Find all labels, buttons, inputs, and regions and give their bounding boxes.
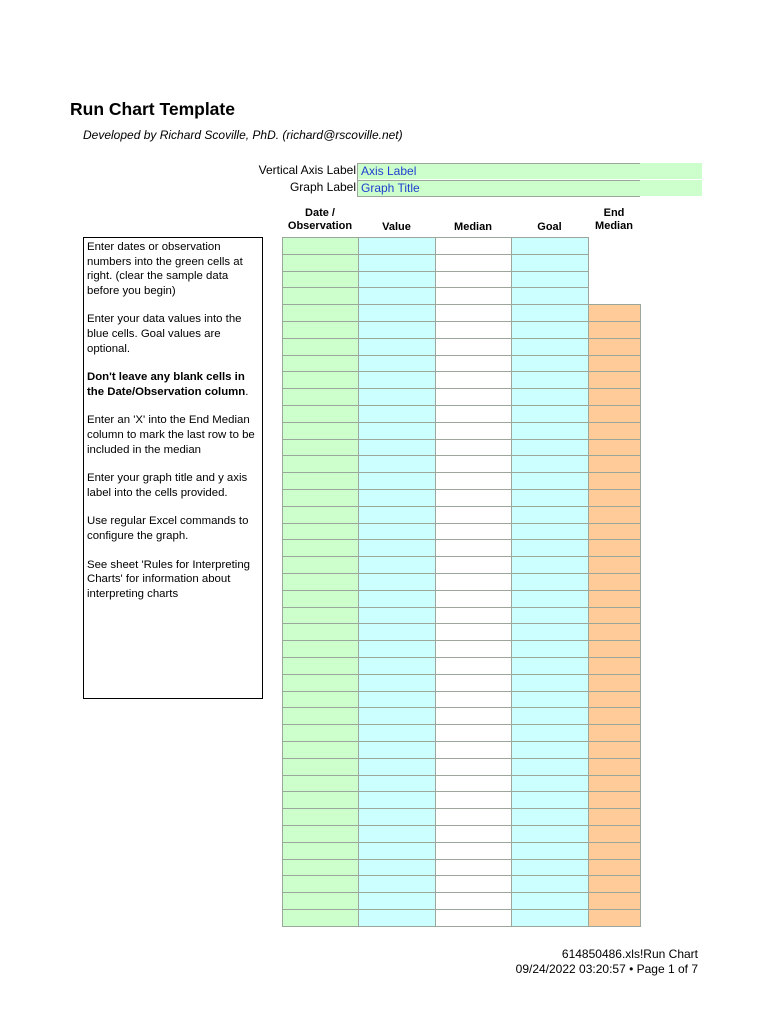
median-cell (435, 674, 512, 692)
date-cell[interactable] (282, 707, 359, 725)
median-cell (435, 842, 512, 860)
date-cell[interactable] (282, 892, 359, 910)
goal-cell[interactable] (511, 691, 589, 709)
param-grid-line-left (357, 163, 358, 197)
value-cell[interactable] (358, 741, 436, 759)
date-cell[interactable] (282, 825, 359, 843)
value-cell[interactable] (358, 254, 436, 272)
goal-cell[interactable] (511, 455, 589, 473)
instruction-excel-commands: Use regular Excel commands to configure the graph. (87, 515, 249, 542)
value-cell[interactable] (358, 455, 436, 473)
end-median-cell[interactable] (588, 825, 641, 843)
date-cell[interactable] (282, 556, 359, 574)
median-cell (435, 422, 512, 440)
end-median-cell[interactable] (588, 741, 641, 759)
end-median-cell[interactable] (588, 657, 641, 675)
end-median-cell[interactable] (588, 707, 641, 725)
date-cell[interactable] (282, 909, 359, 927)
value-cell[interactable] (358, 724, 436, 742)
value-cell[interactable] (358, 775, 436, 793)
goal-cell[interactable] (511, 875, 589, 893)
value-cell[interactable] (358, 892, 436, 910)
goal-cell[interactable] (511, 338, 589, 356)
median-cell (435, 640, 512, 658)
value-cell[interactable] (358, 623, 436, 641)
end-median-cell[interactable] (588, 355, 641, 373)
goal-cell[interactable] (511, 640, 589, 658)
value-cell[interactable] (358, 539, 436, 557)
value-cell[interactable] (358, 791, 436, 809)
date-cell[interactable] (282, 304, 359, 322)
median-cell (435, 506, 512, 524)
median-cell (435, 691, 512, 709)
value-cell[interactable] (358, 909, 436, 927)
end-median-cell[interactable] (588, 590, 641, 608)
value-cell[interactable] (358, 287, 436, 305)
goal-cell[interactable] (511, 607, 589, 625)
goal-cell[interactable] (511, 523, 589, 541)
goal-cell[interactable] (511, 573, 589, 591)
median-cell (435, 909, 512, 927)
footer-file-reference: 614850486.xls!Run Chart (561, 947, 698, 961)
page-title: Run Chart Template (70, 99, 235, 119)
goal-cell[interactable] (511, 472, 589, 490)
column-header-goal: Goal (537, 221, 562, 233)
median-cell (435, 573, 512, 591)
instruction-end-median: Enter an 'X' into the End Median column to mark the last row to be included in the median (87, 414, 255, 456)
column-header-date (282, 207, 358, 233)
median-cell (435, 237, 512, 255)
goal-cell[interactable] (511, 439, 589, 457)
end-median-cell[interactable] (588, 691, 641, 709)
value-cell[interactable] (358, 707, 436, 725)
end-median-cell[interactable] (588, 775, 641, 793)
value-cell[interactable] (358, 388, 436, 406)
date-cell[interactable] (282, 472, 359, 490)
value-cell[interactable] (358, 355, 436, 373)
value-cell[interactable] (358, 825, 436, 843)
vertical-axis-label-input[interactable]: Axis Label (358, 163, 702, 179)
date-cell[interactable] (282, 237, 359, 255)
date-cell[interactable] (282, 287, 359, 305)
date-cell[interactable] (282, 422, 359, 440)
goal-cell[interactable] (511, 237, 589, 255)
goal-cell[interactable] (511, 539, 589, 557)
goal-cell[interactable] (511, 791, 589, 809)
median-cell (435, 741, 512, 759)
date-cell[interactable] (282, 808, 359, 826)
date-cell[interactable] (282, 640, 359, 658)
end-median-cell[interactable] (588, 909, 641, 927)
param-grid-line-top (358, 163, 640, 164)
end-median-cell[interactable] (588, 808, 641, 826)
end-median-cell[interactable] (588, 371, 641, 389)
goal-cell[interactable] (511, 892, 589, 910)
goal-cell[interactable] (511, 254, 589, 272)
median-cell (435, 758, 512, 776)
value-cell[interactable] (358, 422, 436, 440)
end-median-cell[interactable] (588, 724, 641, 742)
end-median-cell[interactable] (588, 674, 641, 692)
value-cell[interactable] (358, 506, 436, 524)
end-median-cell[interactable] (588, 405, 641, 423)
date-cell[interactable] (282, 489, 359, 507)
end-median-cell[interactable] (588, 539, 641, 557)
date-cell[interactable] (282, 691, 359, 709)
goal-cell[interactable] (511, 287, 589, 305)
date-cell[interactable] (282, 254, 359, 272)
median-cell (435, 489, 512, 507)
value-cell[interactable] (358, 607, 436, 625)
median-cell (435, 825, 512, 843)
median-cell (435, 808, 512, 826)
end-median-cell[interactable] (588, 640, 641, 658)
goal-cell[interactable] (511, 758, 589, 776)
column-header-date-line1: Date / (305, 207, 335, 219)
median-cell (435, 388, 512, 406)
value-cell[interactable] (358, 472, 436, 490)
column-header-end-line1: End (603, 207, 625, 219)
end-median-cell[interactable] (588, 472, 641, 490)
instruction-no-blanks-bold: Don't leave any blank cells in the Date/Observation column (87, 371, 246, 398)
end-median-cell[interactable] (588, 455, 641, 473)
date-cell[interactable] (282, 455, 359, 473)
median-cell (435, 472, 512, 490)
goal-cell[interactable] (511, 724, 589, 742)
graph-title-input[interactable]: Graph Title (358, 180, 702, 196)
value-cell[interactable] (358, 657, 436, 675)
median-cell (435, 623, 512, 641)
goal-cell[interactable] (511, 371, 589, 389)
value-cell[interactable] (358, 271, 436, 289)
end-median-cell[interactable] (588, 791, 641, 809)
median-cell (435, 657, 512, 675)
instruction-no-blanks (87, 370, 259, 399)
date-cell[interactable] (282, 758, 359, 776)
end-median-cell[interactable] (588, 422, 641, 440)
date-cell[interactable] (282, 388, 359, 406)
end-median-cell[interactable] (588, 623, 641, 641)
median-cell (435, 775, 512, 793)
value-cell[interactable] (358, 304, 436, 322)
instruction-rules-sheet: See sheet 'Rules for Interpreting Charts' for information about interpreting charts (87, 558, 251, 600)
median-cell (435, 892, 512, 910)
median-cell (435, 556, 512, 574)
median-cell (435, 254, 512, 272)
goal-cell[interactable] (511, 623, 589, 641)
median-cell (435, 875, 512, 893)
median-cell (435, 405, 512, 423)
value-cell[interactable] (358, 556, 436, 574)
end-median-cell[interactable] (588, 573, 641, 591)
goal-cell[interactable] (511, 556, 589, 574)
date-cell[interactable] (282, 859, 359, 877)
goal-cell[interactable] (511, 489, 589, 507)
value-cell[interactable] (358, 674, 436, 692)
goal-cell[interactable] (511, 775, 589, 793)
value-cell[interactable] (358, 338, 436, 356)
value-cell[interactable] (358, 489, 436, 507)
end-median-cell[interactable] (588, 489, 641, 507)
date-cell[interactable] (282, 371, 359, 389)
date-cell[interactable] (282, 539, 359, 557)
end-median-cell[interactable] (588, 338, 641, 356)
value-cell[interactable] (358, 640, 436, 658)
median-cell (435, 724, 512, 742)
instruction-dates: Enter dates or observation numbers into the green cells at right. (clear the sample data before you begin) (87, 241, 243, 297)
column-header-date-line2: Observation (287, 220, 353, 232)
date-cell[interactable] (282, 775, 359, 793)
goal-cell[interactable] (511, 355, 589, 373)
end-median-cell[interactable] (588, 875, 641, 893)
goal-cell[interactable] (511, 842, 589, 860)
graph-label-caption: Graph Label (289, 180, 356, 194)
median-cell (435, 590, 512, 608)
end-median-cell[interactable] (588, 607, 641, 625)
value-cell[interactable] (358, 237, 436, 255)
median-cell (435, 455, 512, 473)
goal-cell[interactable] (511, 657, 589, 675)
value-cell[interactable] (358, 842, 436, 860)
column-header-end-median (588, 207, 640, 233)
vertical-axis-label-caption: Vertical Axis Label (258, 163, 356, 177)
date-cell[interactable] (282, 724, 359, 742)
median-cell (435, 539, 512, 557)
end-median-cell[interactable] (588, 859, 641, 877)
value-cell[interactable] (358, 371, 436, 389)
end-median-cell[interactable] (588, 842, 641, 860)
value-cell[interactable] (358, 875, 436, 893)
date-cell[interactable] (282, 271, 359, 289)
param-grid-line-bottom (358, 196, 640, 197)
date-cell[interactable] (282, 842, 359, 860)
goal-cell[interactable] (511, 909, 589, 927)
value-cell[interactable] (358, 590, 436, 608)
value-cell[interactable] (358, 859, 436, 877)
goal-cell[interactable] (511, 304, 589, 322)
goal-cell[interactable] (511, 859, 589, 877)
date-cell[interactable] (282, 674, 359, 692)
date-cell[interactable] (282, 321, 359, 339)
goal-cell[interactable] (511, 321, 589, 339)
value-cell[interactable] (358, 321, 436, 339)
median-cell (435, 304, 512, 322)
median-cell (435, 859, 512, 877)
goal-cell[interactable] (511, 825, 589, 843)
value-cell[interactable] (358, 691, 436, 709)
value-cell[interactable] (358, 439, 436, 457)
goal-cell[interactable] (511, 674, 589, 692)
median-cell (435, 321, 512, 339)
date-cell[interactable] (282, 741, 359, 759)
end-median-cell[interactable] (588, 439, 641, 457)
instruction-no-blanks-tail: . (245, 385, 249, 398)
date-cell[interactable] (282, 623, 359, 641)
goal-cell[interactable] (511, 422, 589, 440)
goal-cell[interactable] (511, 405, 589, 423)
value-cell[interactable] (358, 808, 436, 826)
date-cell[interactable] (282, 875, 359, 893)
median-cell (435, 355, 512, 373)
instructions-panel (83, 237, 263, 699)
median-cell (435, 271, 512, 289)
author-credit: Developed by Richard Scoville, PhD. (richard@rscoville.net) (83, 128, 403, 142)
end-median-cell[interactable] (588, 556, 641, 574)
instruction-values: Enter your data values into the blue cells. Goal values are optional. (87, 313, 242, 355)
param-grid-line-middle (358, 180, 640, 181)
end-median-cell[interactable] (588, 388, 641, 406)
column-header-value: Value (382, 221, 411, 233)
end-median-cell[interactable] (588, 506, 641, 524)
date-cell[interactable] (282, 506, 359, 524)
date-cell[interactable] (282, 607, 359, 625)
instruction-graph-title: Enter your graph title and y axis label into the cells provided. (87, 472, 248, 499)
goal-cell[interactable] (511, 506, 589, 524)
goal-cell[interactable] (511, 271, 589, 289)
end-median-cell[interactable] (588, 758, 641, 776)
date-cell[interactable] (282, 657, 359, 675)
date-cell[interactable] (282, 355, 359, 373)
median-cell (435, 523, 512, 541)
column-header-end-line2: Median (595, 220, 633, 232)
date-cell[interactable] (282, 573, 359, 591)
median-cell (435, 338, 512, 356)
goal-cell[interactable] (511, 808, 589, 826)
date-cell[interactable] (282, 338, 359, 356)
date-cell[interactable] (282, 405, 359, 423)
median-cell (435, 287, 512, 305)
median-cell (435, 371, 512, 389)
value-cell[interactable] (358, 405, 436, 423)
date-cell[interactable] (282, 590, 359, 608)
median-cell (435, 791, 512, 809)
end-median-cell[interactable] (588, 523, 641, 541)
date-cell[interactable] (282, 791, 359, 809)
value-cell[interactable] (358, 573, 436, 591)
value-cell[interactable] (358, 758, 436, 776)
median-cell (435, 607, 512, 625)
goal-cell[interactable] (511, 388, 589, 406)
goal-cell[interactable] (511, 707, 589, 725)
end-median-cell[interactable] (588, 892, 641, 910)
date-cell[interactable] (282, 439, 359, 457)
footer-timestamp-page: 09/24/2022 03:20:57 • Page 1 of 7 (515, 962, 698, 976)
date-cell[interactable] (282, 523, 359, 541)
goal-cell[interactable] (511, 590, 589, 608)
median-cell (435, 439, 512, 457)
median-cell (435, 707, 512, 725)
column-header-median: Median (454, 221, 492, 233)
end-median-cell[interactable] (588, 304, 641, 322)
goal-cell[interactable] (511, 741, 589, 759)
value-cell[interactable] (358, 523, 436, 541)
end-median-cell[interactable] (588, 321, 641, 339)
